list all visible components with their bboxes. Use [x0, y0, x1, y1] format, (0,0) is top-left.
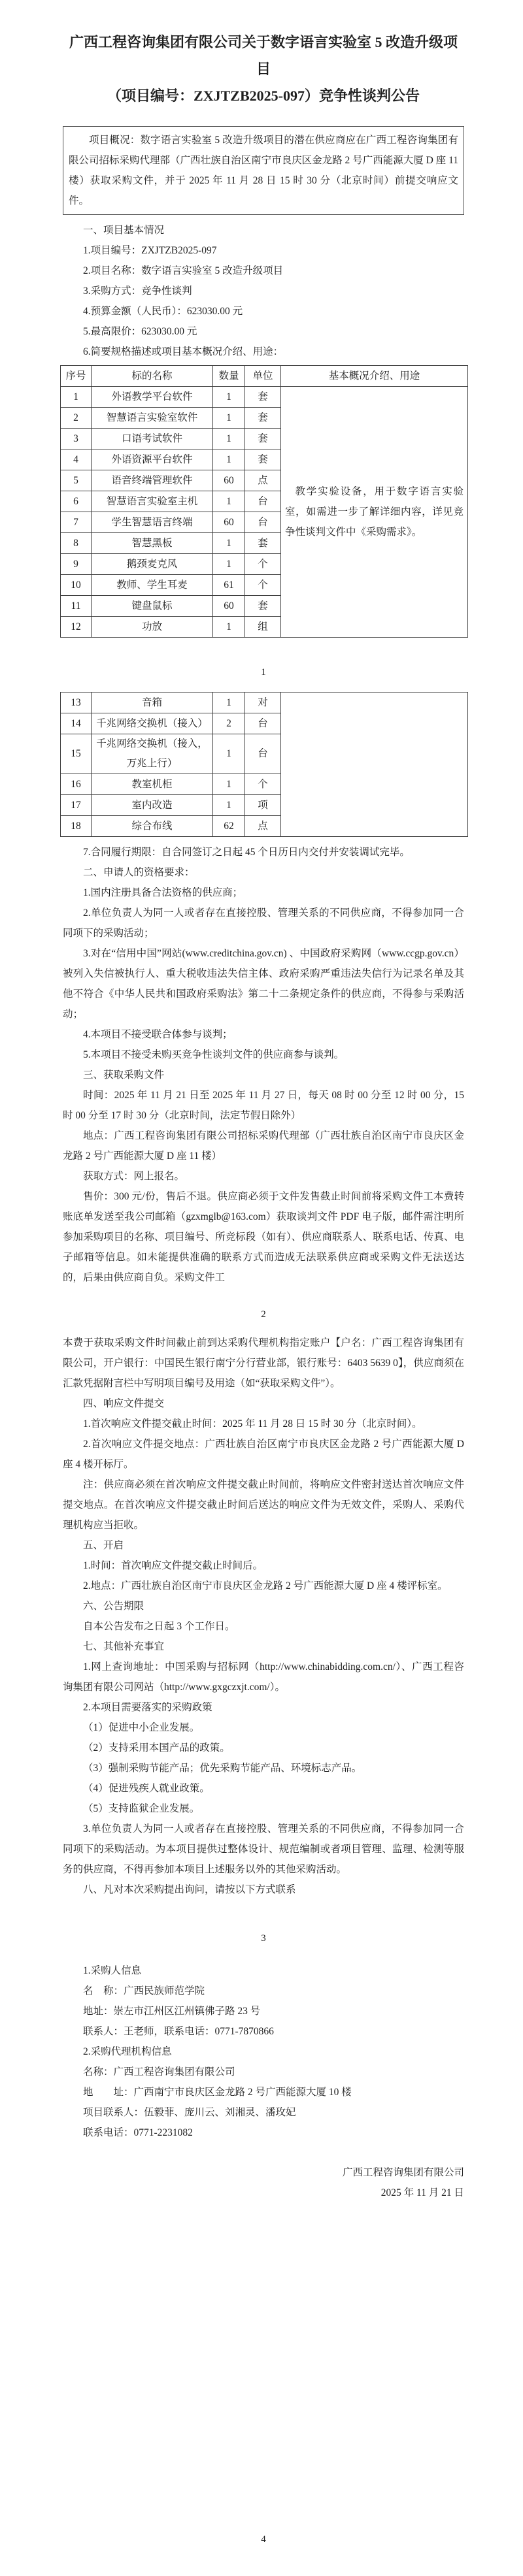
cell-unit: 台 [245, 713, 281, 734]
table-desc-note: 教学实验设备，用于数字语言实验室，如需进一步了解详细内容，详见竞争性谈判文件中《采购需求》。 [281, 387, 468, 638]
cell-unit: 台 [245, 491, 281, 512]
opening-place: 2.地点：广西壮族自治区南宁市良庆区金龙路 2 号广西能源大厦 D 座 4 楼评标室。 [83, 1580, 448, 1591]
cell-unit: 项 [245, 795, 281, 816]
cell-no: 8 [61, 533, 92, 554]
table-row [61, 693, 468, 713]
page4-blank-space [63, 2203, 464, 2530]
cell-qty: 1 [213, 408, 245, 429]
buyer-name: 名 称：广西民族师范学院 [83, 1985, 205, 1997]
policy-item: （2）支持采用本国产品的政策。 [83, 1742, 230, 1753]
goods-table-part1 [60, 365, 468, 638]
qualification-item: 1.国内注册具备合法资格的供应商； [83, 887, 243, 898]
col-header-desc: 基本概况介绍、用途 [281, 366, 468, 387]
cell-name: 语音终端管理软件 [92, 470, 213, 491]
submission-note: 注：供应商必须在首次响应文件提交截止时间前，将响应文件密封送达首次响应文件提交地点。在首次响应文件提交截止时间后送达的响应文件为无效文件，采购人、采购代理机构应当拒收。 [63, 1479, 464, 1531]
cell-name: 外语资源平台软件 [92, 449, 213, 470]
page-number-1: 1 [261, 667, 266, 677]
agent-name: 名称：广西工程咨询集团有限公司 [83, 2066, 235, 2078]
page-number-3: 3 [261, 1933, 266, 1944]
buyer-address: 地址：崇左市江州区江州镇佛子路 23 号 [83, 2006, 261, 2017]
qualification-item: 2.单位负责人为同一人或者存在直接控股、管理关系的不同供应商，不得参加同一合同项下的采购活动； [63, 907, 464, 939]
cell-name: 智慧黑板 [92, 533, 213, 554]
cell-name: 学生智慧语言终端 [92, 512, 213, 533]
project-overview-text: 项目概况：数字语言实验室 5 改造升级项目的潜在供应商应在广西工程咨询集团有限公司招标采购代理部（广西壮族自治区南宁市良庆区金龙路 2 号广西能源大厦 D 座 11 楼）获取采购文件，并于 2025 年 11 月 28 日 15 时 30 分（北京时间）前提交响应文件。 [69, 135, 458, 206]
cell-no: 1 [61, 387, 92, 408]
cell-qty: 60 [213, 470, 245, 491]
cell-unit: 套 [245, 449, 281, 470]
qualification-item: 4.本项目不接受联合体参与谈判； [83, 1029, 233, 1040]
agent-phone: 联系电话：0771-2231082 [83, 2127, 193, 2138]
col-header-no: 序号 [61, 366, 92, 387]
cell-name: 外语教学平台软件 [92, 387, 213, 408]
document-price: 售价：300 元/份，售后不退。供应商必须于文件发售截止时间前将采购文件工本费转账底单发送至我公司邮箱（gzxmglb@163.com）获取谈判文件 PDF 电子版，邮件需注明所参加采购项目的名称、项目编号、所竞标段（如有）、供应商联系人、联系电话、传真、电子邮箱等信息。如未能提供准确的联系方式而造成无法联系供应商或采购文件无法送达的，后果由供应商自负。采购文件工 [63, 1191, 464, 1283]
policy-item: （1）促进中小企业发展。 [83, 1722, 200, 1733]
qualification-item: 5.本项目不接受未购买竞争性谈判文件的供应商参与谈判。 [83, 1049, 345, 1060]
cell-no: 14 [61, 713, 92, 734]
cell-no: 9 [61, 554, 92, 575]
table-desc-empty [281, 693, 468, 837]
agent-address: 地 址：广西南宁市良庆区金龙路 2 号广西能源大厦 10 楼 [83, 2087, 352, 2098]
table-header-row [61, 366, 468, 387]
cell-name: 千兆网络交换机（接入，万兆上行） [92, 734, 213, 774]
section-6-heading: 六、公告期限 [83, 1601, 144, 1612]
submission-deadline: 1.首次响应文件提交截止时间：2025 年 11 月 28 日 15 时 30 分（北京时间）。 [83, 1418, 422, 1429]
cell-unit: 个 [245, 774, 281, 795]
document-price-continued: 本费于获取采购文件时间截止前到达采购代理机构指定账户【户名：广西工程咨询集团有限公司，开户银行：中国民生银行南宁分行营业部，银行账号：6403 5639 0】，供应商须在汇款凭据附言栏中写明项目编号及用途（如“获取采购文件”）。 [63, 1337, 464, 1389]
cell-name: 教室机柜 [92, 774, 213, 795]
document-place: 地点：广西工程咨询集团有限公司招标采购代理部（广西壮族自治区南宁市良庆区金龙路 2 号广西能源大厦 D 座 11 楼） [63, 1130, 464, 1162]
cell-name: 口语考试软件 [92, 429, 213, 449]
cell-no: 11 [61, 596, 92, 617]
cell-no: 15 [61, 734, 92, 774]
max-price: 5.最高限价：623030.00 元 [83, 326, 197, 337]
spec-intro-label: 6.简要规格描述或项目基本概况介绍、用途： [83, 346, 284, 357]
cell-qty: 1 [213, 429, 245, 449]
opening-time: 1.时间：首次响应文件提交截止时间后。 [83, 1560, 263, 1571]
cell-no: 13 [61, 693, 92, 713]
cell-qty: 1 [213, 734, 245, 774]
cell-qty: 1 [213, 617, 245, 638]
cell-name: 室内改造 [92, 795, 213, 816]
cell-name: 智慧语言实验室主机 [92, 491, 213, 512]
cell-name: 键盘鼠标 [92, 596, 213, 617]
page-title-line1: 广西工程咨询集团有限公司关于数字语言实验室 5 改造升级项目 [69, 34, 458, 77]
cell-unit: 套 [245, 408, 281, 429]
cell-no: 10 [61, 575, 92, 596]
document-method: 获取方式：网上报名。 [83, 1171, 185, 1182]
page-number-2: 2 [261, 1309, 266, 1320]
query-address: 1.网上查询地址：中国采购与招标网（http://www.chinabidding.com.cn/）、广西工程咨询集团有限公司网站（http://www.gxgczxjt.com/）。 [63, 1661, 464, 1693]
cell-unit: 个 [245, 554, 281, 575]
cell-qty: 1 [213, 774, 245, 795]
buyer-info-heading: 1.采购人信息 [83, 1965, 142, 1976]
cell-unit: 对 [245, 693, 281, 713]
section-1-heading: 一、项目基本情况 [83, 225, 165, 236]
agent-contacts: 项目联系人：伍毅菲、庞川云、刘湘灵、潘玫妃 [83, 2107, 296, 2118]
goods-table-part2 [60, 692, 468, 837]
cell-unit: 台 [245, 512, 281, 533]
cell-no: 2 [61, 408, 92, 429]
cell-qty: 60 [213, 512, 245, 533]
cell-qty: 1 [213, 491, 245, 512]
document-time: 时间：2025 年 11 月 21 日至 2025 年 11 月 27 日，每天 08 时 00 分至 12 时 00 分，15 时 00 分至 17 时 30 分（北京时间，法定节假日除外） [63, 1090, 464, 1121]
cell-qty: 1 [213, 533, 245, 554]
col-header-qty: 数量 [213, 366, 245, 387]
cell-qty: 1 [213, 554, 245, 575]
cell-no: 18 [61, 816, 92, 837]
section-8-heading: 八、凡对本次采购提出询问，请按以下方式联系 [83, 1884, 296, 1895]
page-number-4: 4 [261, 2534, 266, 2545]
section-4-heading: 四、响应文件提交 [83, 1398, 165, 1409]
cell-unit: 点 [245, 470, 281, 491]
cell-no: 4 [61, 449, 92, 470]
cell-qty: 1 [213, 449, 245, 470]
project-number: 1.项目编号：ZXJTZB2025-097 [83, 245, 217, 256]
signature-date: 2025 年 11 月 21 日 [380, 2187, 464, 2198]
cell-no: 3 [61, 429, 92, 449]
cell-unit: 点 [245, 816, 281, 837]
project-overview-box [63, 126, 464, 215]
cell-name: 音箱 [92, 693, 213, 713]
cell-unit: 个 [245, 575, 281, 596]
procurement-method: 3.采购方式：竞争性谈判 [83, 285, 192, 297]
budget-amount: 4.预算金额（人民币）：623030.00 元 [83, 306, 243, 317]
cell-qty: 61 [213, 575, 245, 596]
policy-heading: 2.本项目需要落实的采购政策 [83, 1702, 212, 1713]
cell-qty: 2 [213, 713, 245, 734]
cell-name: 综合布线 [92, 816, 213, 837]
cell-name: 鹅颈麦克风 [92, 554, 213, 575]
cell-qty: 62 [213, 816, 245, 837]
section-2-heading: 二、申请人的资格要求： [83, 867, 195, 878]
cell-unit: 套 [245, 429, 281, 449]
cell-name: 功放 [92, 617, 213, 638]
cell-no: 5 [61, 470, 92, 491]
contract-term: 7.合同履行期限：自合同签订之日起 45 个日历日内交付并安装调试完毕。 [83, 847, 410, 858]
cell-unit: 套 [245, 387, 281, 408]
table-row [61, 387, 468, 408]
cell-qty: 60 [213, 596, 245, 617]
cell-qty: 1 [213, 387, 245, 408]
cell-no: 17 [61, 795, 92, 816]
policy-item: （4）促进残疾人就业政策。 [83, 1783, 210, 1794]
project-name: 2.项目名称：数字语言实验室 5 改造升级项目 [83, 265, 284, 276]
section-7-heading: 七、其他补充事宜 [83, 1641, 165, 1652]
submission-place: 2.首次响应文件提交地点：广西壮族自治区南宁市良庆区金龙路 2 号广西能源大厦 D 座 4 楼开标厅。 [63, 1439, 464, 1470]
section-3-heading: 三、获取采购文件 [83, 1069, 165, 1081]
policy-item: （5）支持监狱企业发展。 [83, 1803, 200, 1814]
agent-info-heading: 2.采购代理机构信息 [83, 2046, 172, 2057]
cell-name: 教师、学生耳麦 [92, 575, 213, 596]
col-header-name: 标的名称 [92, 366, 213, 387]
cell-unit: 组 [245, 617, 281, 638]
col-header-unit: 单位 [245, 366, 281, 387]
announcement-period: 自本公告发布之日起 3 个工作日。 [83, 1621, 235, 1632]
cell-no: 6 [61, 491, 92, 512]
cell-name: 智慧语言实验室软件 [92, 408, 213, 429]
qualification-item: 3.对在“信用中国”网站(www.creditchina.gov.cn) 、中国政府采购网（www.ccgp.gov.cn）被列入失信被执行人、重大税收违法失信主体、政府采购严重违法失信行为记录名单及其他不符合《中华人民共和国政府采购法》第二十二条规定条件的供应商，不得参与采购活动； [63, 948, 464, 1020]
section-5-heading: 五、开启 [83, 1540, 124, 1551]
cell-qty: 1 [213, 795, 245, 816]
cell-no: 7 [61, 512, 92, 533]
buyer-contact: 联系人：王老师，联系电话：0771-7870866 [83, 2026, 274, 2037]
cell-no: 12 [61, 617, 92, 638]
other-item: 3.单位负责人为同一人或者存在直接控股、管理关系的不同供应商，不得参加同一合同项下的采购活动。为本项目提供过整体设计、规范编制或者项目管理、监理、检测等服务的供应商，不得再参加本项目上述服务以外的其他采购活动。 [63, 1823, 464, 1875]
cell-name: 千兆网络交换机（接入） [92, 713, 213, 734]
policy-item: （3）强制采购节能产品；优先采购节能产品、环境标志产品。 [83, 1763, 362, 1774]
cell-no: 16 [61, 774, 92, 795]
page-title-line2: （项目编号：ZXJTZB2025-097）竞争性谈判公告 [107, 88, 420, 104]
cell-unit: 台 [245, 734, 281, 774]
cell-unit: 套 [245, 533, 281, 554]
signature-company: 广西工程咨询集团有限公司 [342, 2167, 464, 2178]
cell-qty: 1 [213, 693, 245, 713]
cell-unit: 套 [245, 596, 281, 617]
